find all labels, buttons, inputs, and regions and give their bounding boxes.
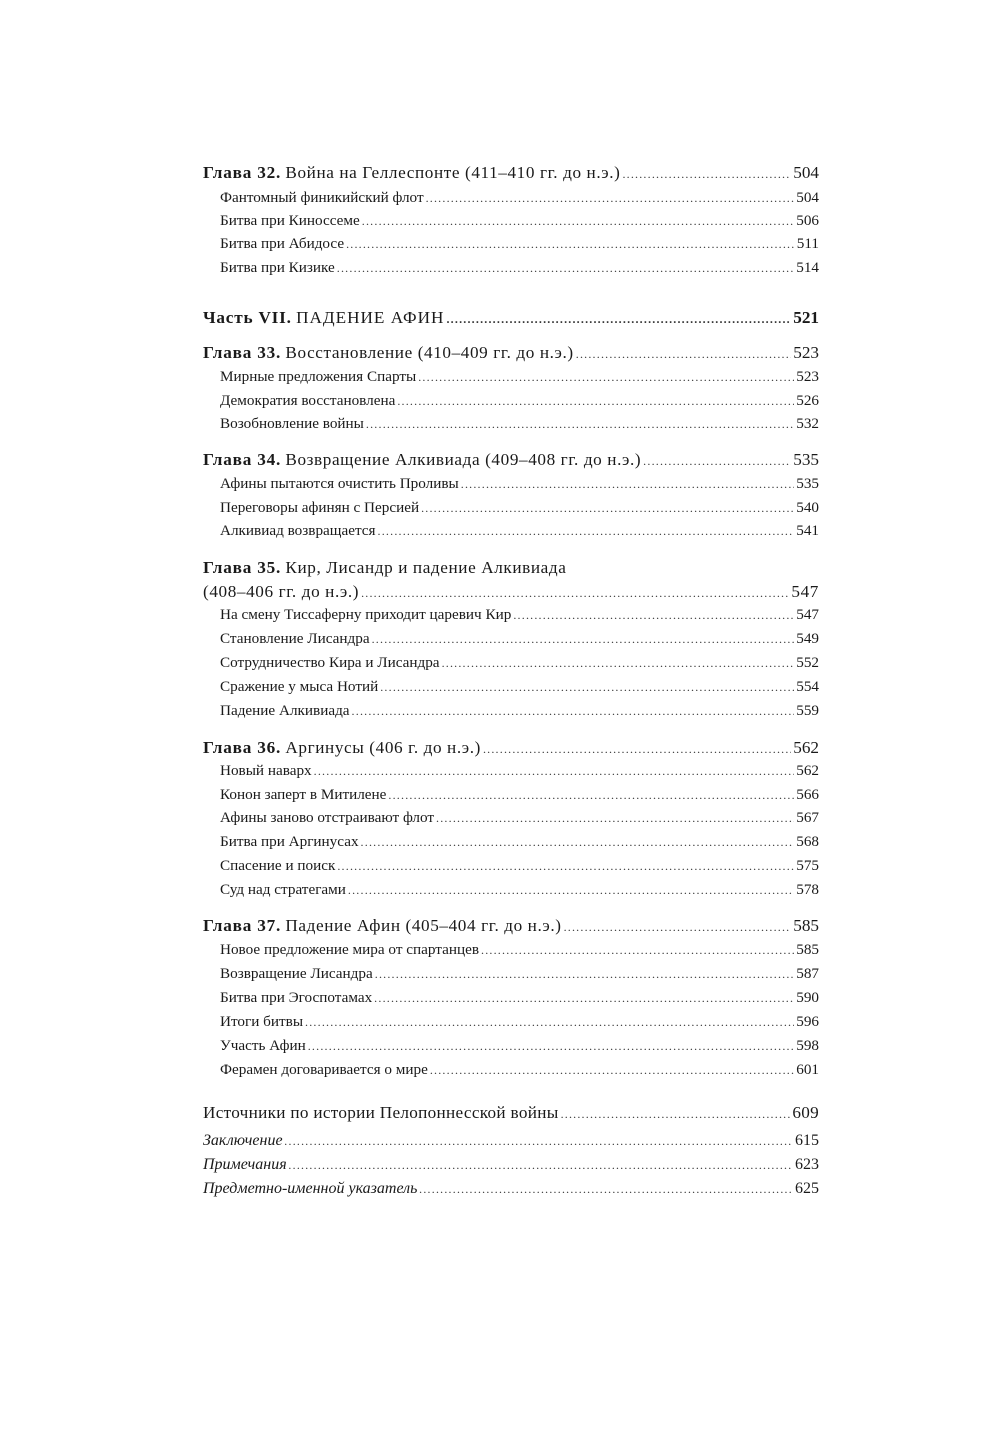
toc-chapter-35[interactable]	[203, 558, 566, 578]
toc-section[interactable]	[203, 809, 819, 833]
section-title: Фантомный финикийский флот	[220, 189, 424, 206]
section-title: Мирные предложения Спарты	[220, 368, 417, 385]
page-number: 562	[796, 762, 819, 779]
section-title: Ферамен договаривается о мире	[220, 1061, 428, 1078]
page-number: 568	[796, 833, 819, 850]
toc-section[interactable]	[203, 762, 819, 786]
leader-dots	[362, 214, 794, 229]
page-number: 623	[795, 1156, 819, 1173]
toc-section[interactable]	[203, 881, 819, 905]
leader-dots	[346, 237, 795, 252]
toc-section[interactable]	[203, 606, 819, 630]
page-number: 547	[796, 606, 819, 623]
section-title: Сотрудничество Кира и Лисандра	[220, 654, 440, 671]
page-number: 578	[796, 881, 819, 898]
toc-section[interactable]	[203, 522, 819, 546]
section-title: Суд над стратегами	[220, 881, 346, 898]
leader-dots	[421, 501, 794, 516]
leader-dots	[436, 811, 794, 826]
page-number: 535	[796, 475, 819, 492]
section-title: Афины заново отстраивают флот	[220, 809, 435, 826]
toc-sources[interactable]	[203, 1103, 819, 1127]
section-title: Афины пытаются очистить Проливы	[220, 475, 459, 492]
toc-section[interactable]	[203, 475, 819, 499]
page-number: 587	[796, 965, 819, 982]
leader-dots	[576, 347, 791, 362]
chapter-title: Кир, Лисандр и падение Алкивиада	[285, 558, 567, 577]
chapter-label: Глава 37.	[203, 916, 282, 935]
chapter-label: Глава 36.	[203, 738, 282, 757]
back-title: Предметно-именной указатель	[203, 1180, 418, 1197]
page-number: 585	[793, 916, 819, 935]
leader-dots	[305, 1015, 794, 1030]
leader-dots	[643, 454, 791, 469]
toc-section[interactable]	[203, 702, 819, 726]
section-title: Участь Афин	[220, 1037, 306, 1054]
leader-dots	[361, 835, 795, 850]
toc-section[interactable]	[203, 1037, 819, 1061]
leader-dots	[388, 788, 794, 803]
leader-dots	[366, 417, 794, 432]
page-number: 541	[796, 522, 819, 539]
page-number: 552	[796, 654, 819, 671]
leader-dots	[622, 167, 791, 182]
section-title: Сражение у мыса Нотий	[220, 678, 379, 695]
page-number: 554	[796, 678, 819, 695]
section-title: Конон заперт в Митилене	[220, 786, 387, 803]
toc-section[interactable]	[203, 941, 819, 965]
leader-dots	[564, 920, 792, 935]
page-number: 506	[796, 212, 819, 229]
section-title: Возобновление войны	[220, 415, 364, 432]
leader-dots	[352, 704, 795, 719]
back-title: Заключение	[203, 1132, 283, 1149]
back-title: Источники по истории Пелопоннесской войны	[203, 1103, 559, 1122]
leader-dots	[561, 1107, 791, 1122]
page-number: 590	[796, 989, 819, 1006]
toc-section[interactable]	[203, 259, 819, 283]
page-number: 567	[796, 809, 819, 826]
toc-chapter-33[interactable]	[203, 343, 819, 367]
page-number: 521	[793, 308, 819, 327]
section-title: Падение Алкивиада	[220, 702, 350, 719]
page-number: 504	[796, 189, 819, 206]
page-number: 526	[796, 392, 819, 409]
leader-dots	[348, 883, 794, 898]
leader-dots	[419, 1182, 793, 1197]
back-title: Примечания	[203, 1156, 287, 1173]
leader-dots	[308, 1039, 795, 1054]
chapter-title-cont: (408–406 гг. до н.э.)	[203, 582, 360, 601]
leader-dots	[285, 1134, 793, 1149]
chapter-title: Война на Геллеспонте (411–410 гг. до н.э.)	[285, 163, 621, 182]
section-title: Битва при Абидосе	[220, 235, 345, 252]
section-title: На смену Тиссаферну приходит царевич Кир	[220, 606, 512, 623]
chapter-label: Глава 35.	[203, 558, 282, 577]
leader-dots	[426, 191, 795, 206]
leader-dots	[446, 312, 791, 327]
page-number: 540	[796, 499, 819, 516]
toc-conclusion[interactable]	[203, 1132, 819, 1156]
page-number: 559	[796, 702, 819, 719]
page-number: 547	[791, 582, 819, 601]
page-number: 566	[796, 786, 819, 803]
leader-dots	[375, 967, 794, 982]
section-title: Новое предложение мира от спартанцев	[220, 941, 479, 958]
leader-dots	[314, 764, 795, 779]
page-number: 596	[796, 1013, 819, 1030]
toc-section[interactable]	[203, 678, 819, 702]
toc-section[interactable]	[203, 1061, 819, 1085]
toc-chapter-35-cont[interactable]	[203, 582, 819, 606]
leader-dots	[337, 261, 794, 276]
leader-dots	[442, 656, 795, 671]
toc-section[interactable]	[203, 786, 819, 810]
toc-notes[interactable]	[203, 1156, 819, 1180]
leader-dots	[378, 524, 795, 539]
toc-section[interactable]	[203, 833, 819, 857]
toc-chapter-36[interactable]	[203, 738, 819, 762]
part-label: Часть VII.	[203, 308, 292, 327]
toc-index[interactable]	[203, 1180, 819, 1204]
leader-dots	[483, 742, 791, 757]
toc-section[interactable]	[203, 415, 819, 439]
toc-section[interactable]	[203, 1013, 819, 1037]
leader-dots	[418, 370, 794, 385]
toc-section[interactable]	[203, 392, 819, 416]
page-number: 615	[795, 1132, 819, 1149]
page-number: 511	[796, 235, 819, 252]
leader-dots	[374, 991, 794, 1006]
chapter-label: Глава 34.	[203, 450, 282, 469]
leader-dots	[481, 943, 794, 958]
leader-dots	[430, 1063, 794, 1078]
page-number: 532	[796, 415, 819, 432]
toc-part-7[interactable]	[203, 308, 819, 332]
toc-section[interactable]	[203, 630, 819, 654]
part-title: ПАДЕНИЕ АФИН	[296, 308, 445, 327]
toc-section[interactable]	[203, 189, 819, 213]
section-title: Битва при Кизике	[220, 259, 335, 276]
section-title: Битва при Киноссеме	[220, 212, 360, 229]
section-title: Новый наварх	[220, 762, 312, 779]
section-title: Демократия восстановлена	[220, 392, 396, 409]
section-title: Спасение и поиск	[220, 857, 336, 874]
page-number: 585	[796, 941, 819, 958]
section-title: Переговоры афинян с Персией	[220, 499, 420, 516]
toc-chapter-34[interactable]	[203, 450, 819, 474]
section-title: Возвращение Лисандра	[220, 965, 373, 982]
leader-dots	[289, 1158, 793, 1173]
leader-dots	[361, 586, 789, 601]
page-number: 535	[793, 450, 819, 469]
page-number: 562	[793, 738, 819, 757]
toc-section[interactable]	[203, 654, 819, 678]
page-number: 523	[793, 343, 819, 362]
section-title: Битва при Аргинусах	[220, 833, 359, 850]
section-title: Итоги битвы	[220, 1013, 304, 1030]
chapter-label: Глава 32.	[203, 163, 282, 182]
section-title: Становление Лисандра	[220, 630, 370, 647]
chapter-title: Возвращение Алкивиада (409–408 гг. до н.э.)	[285, 450, 642, 469]
toc-section[interactable]	[203, 212, 819, 236]
toc-section[interactable]	[203, 368, 819, 392]
page-number: 504	[793, 163, 819, 182]
page-number: 549	[796, 630, 819, 647]
page-number: 625	[795, 1180, 819, 1197]
toc-section[interactable]	[203, 965, 819, 989]
chapter-title: Падение Афин (405–404 гг. до н.э.)	[285, 916, 562, 935]
leader-dots	[461, 477, 794, 492]
section-title: Битва при Эгоспотамах	[220, 989, 373, 1006]
toc-section[interactable]	[203, 857, 819, 881]
leader-dots	[337, 859, 794, 874]
page-number: 514	[796, 259, 819, 276]
toc-section[interactable]	[203, 235, 819, 259]
page-number: 575	[796, 857, 819, 874]
toc-section[interactable]	[203, 989, 819, 1013]
page-number: 601	[796, 1061, 819, 1078]
page-number: 609	[792, 1103, 819, 1122]
leader-dots	[372, 632, 795, 647]
chapter-title: Аргинусы (406 г. до н.э.)	[285, 738, 481, 757]
chapter-label: Глава 33.	[203, 343, 282, 362]
leader-dots	[397, 394, 794, 409]
page-number: 598	[796, 1037, 819, 1054]
page-number: 523	[796, 368, 819, 385]
toc-chapter-32[interactable]	[203, 163, 819, 187]
section-title: Алкивиад возвращается	[220, 522, 376, 539]
toc-section[interactable]	[203, 499, 819, 523]
leader-dots	[380, 680, 794, 695]
leader-dots	[513, 608, 794, 623]
chapter-title: Восстановление (410–409 гг. до н.э.)	[285, 343, 574, 362]
toc-chapter-37[interactable]	[203, 916, 819, 940]
